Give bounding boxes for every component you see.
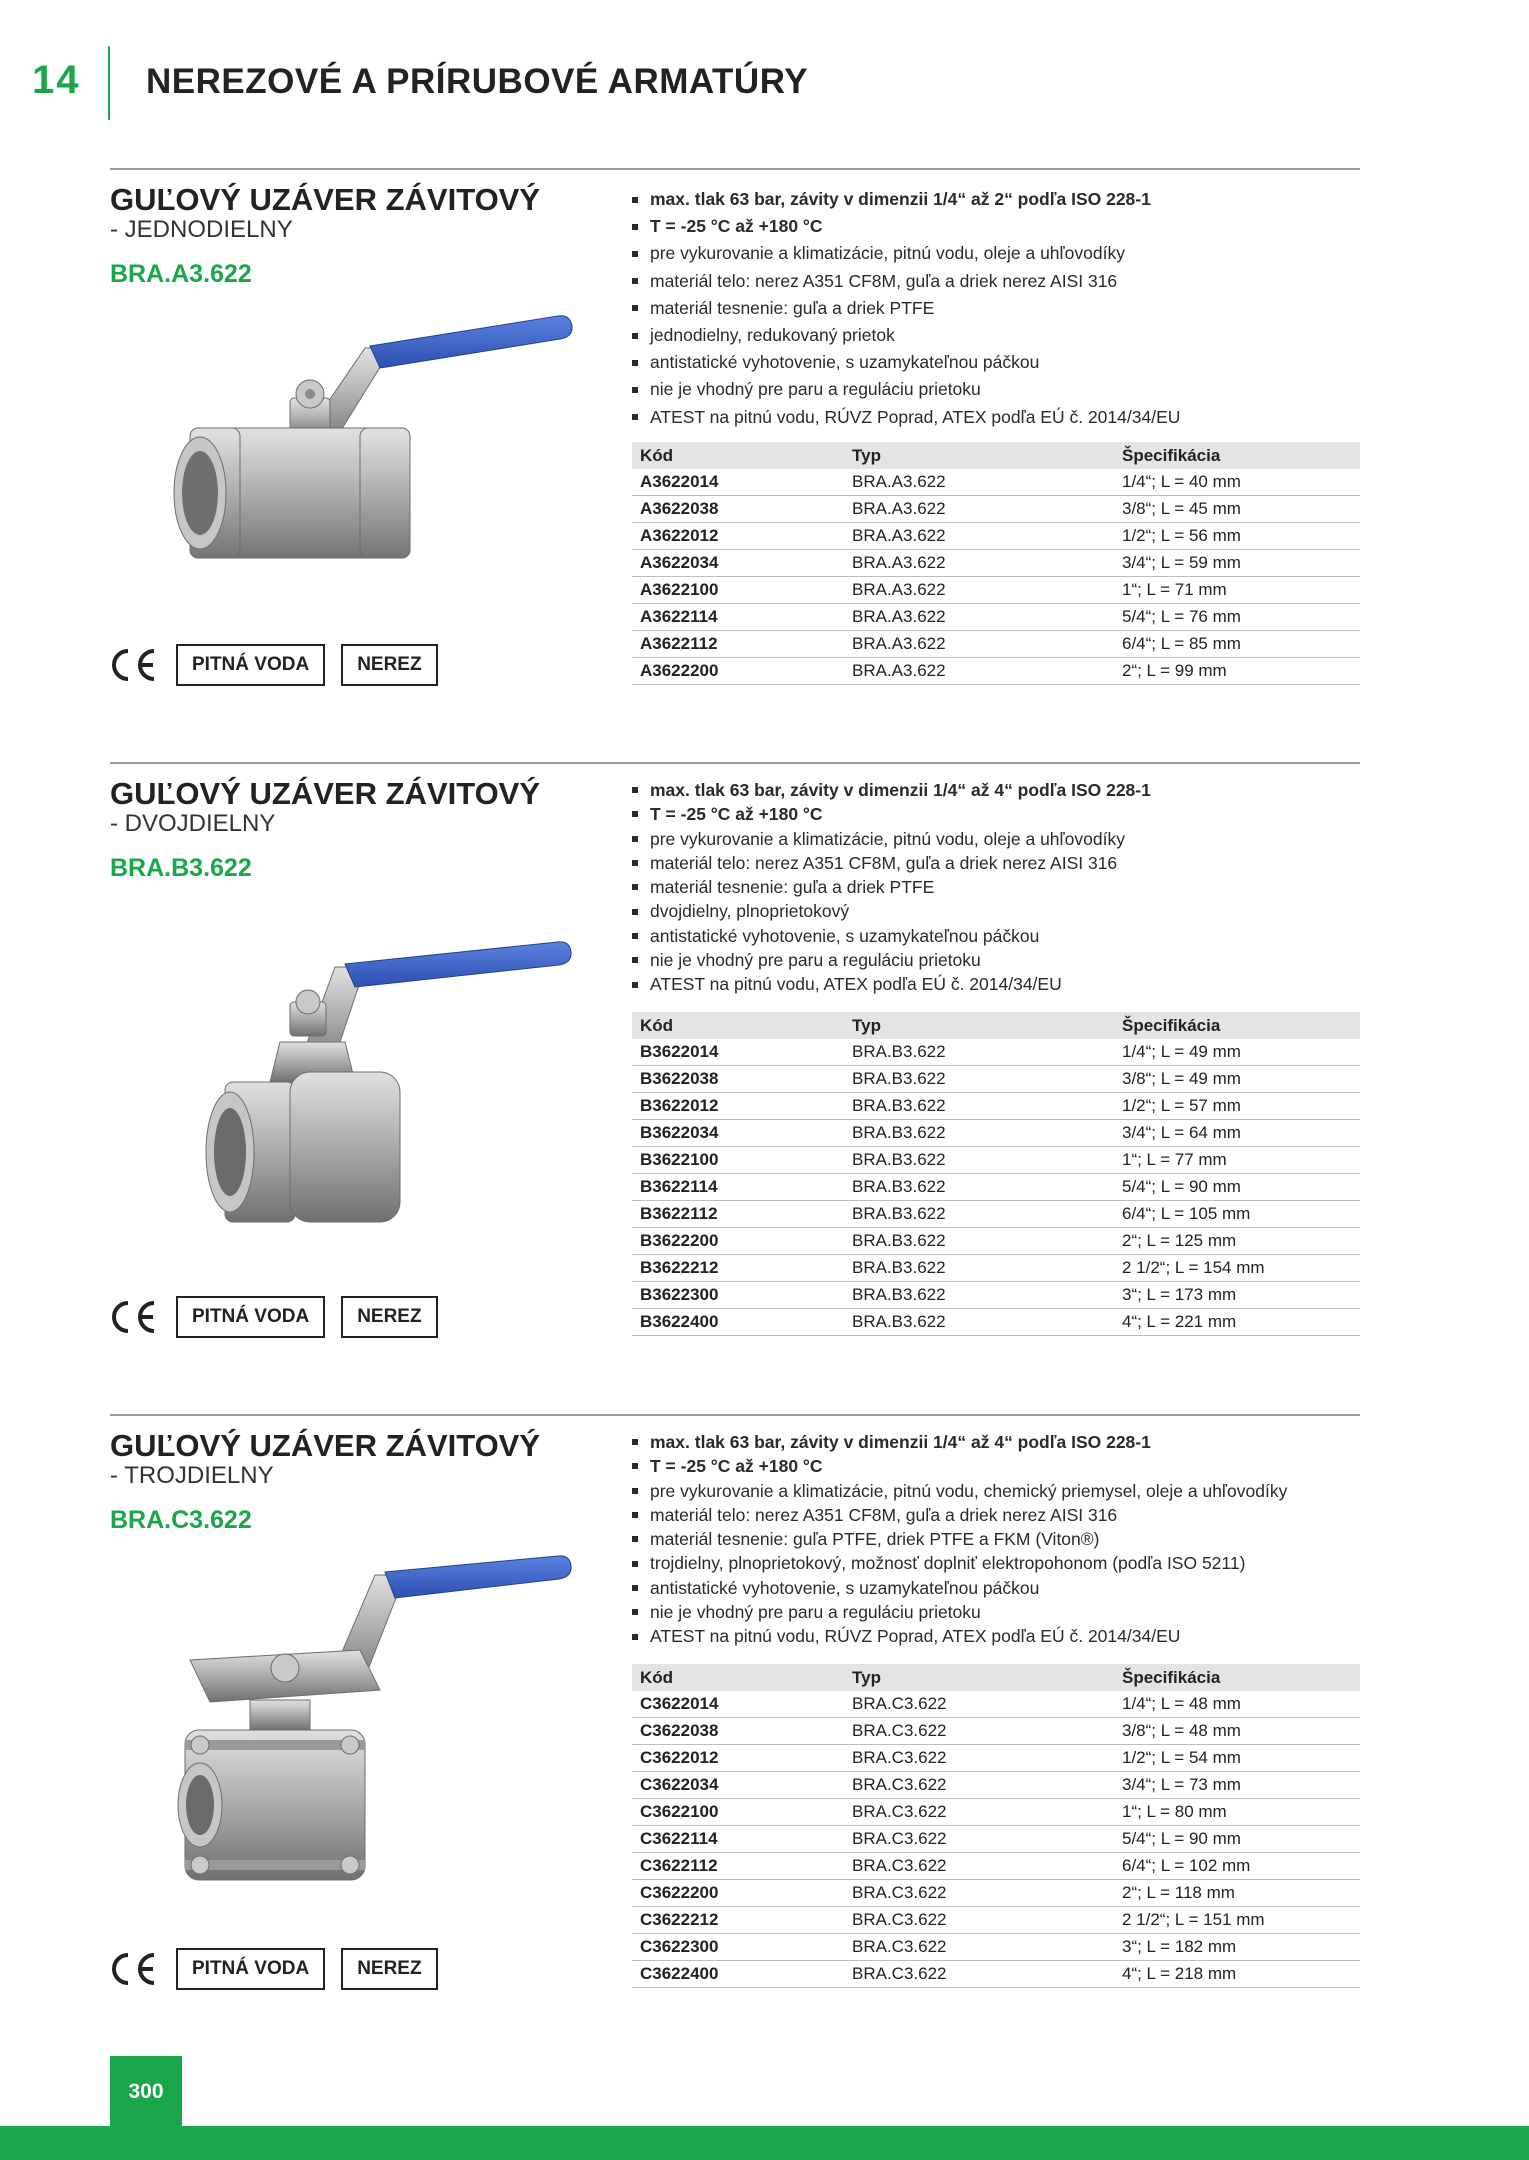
ball-valve-three-piece-image: [130, 1550, 590, 1920]
cell-type: BRA.B3.622: [844, 1201, 1114, 1228]
footer-bar: [0, 2126, 1529, 2160]
cell-code: C3622400: [632, 1961, 844, 1988]
product-code: BRA.C3.622: [110, 1506, 252, 1534]
column-header-spec: Špecifikácia: [1114, 1012, 1360, 1039]
cell-type: BRA.A3.622: [844, 604, 1114, 631]
cell-spec: 3“; L = 182 mm: [1114, 1934, 1360, 1961]
cell-type: BRA.C3.622: [844, 1961, 1114, 1988]
cell-spec: 3/8“; L = 45 mm: [1114, 496, 1360, 523]
cell-spec: 5/4“; L = 76 mm: [1114, 604, 1360, 631]
cell-code: B3622400: [632, 1309, 844, 1336]
feature-item: materiál tesnenie: guľa PTFE, driek PTFE a FKM (Viton®): [632, 1527, 1287, 1551]
cell-code: B3622012: [632, 1093, 844, 1120]
feature-item: jednodielny, redukovaný prietok: [632, 322, 1180, 349]
table-row: [632, 1745, 1360, 1772]
feature-item: antistatické vyhotovenie, s uzamykateľnou páčkou: [632, 924, 1151, 948]
table-row: [632, 1309, 1360, 1336]
cell-code: B3622034: [632, 1120, 844, 1147]
table-row: [632, 1120, 1360, 1147]
cell-code: C3622114: [632, 1826, 844, 1853]
column-header-type: Typ: [844, 442, 1114, 469]
cell-spec: 2 1/2“; L = 151 mm: [1114, 1907, 1360, 1934]
feature-item: ATEST na pitnú vodu, RÚVZ Poprad, ATEX podľa EÚ č. 2014/34/EU: [632, 1624, 1287, 1648]
badge-nerez: NEREZ: [341, 1296, 437, 1338]
cell-type: BRA.B3.622: [844, 1228, 1114, 1255]
cell-code: C3622014: [632, 1691, 844, 1718]
feature-item: materiál telo: nerez A351 CF8M, guľa a driek nerez AISI 316: [632, 851, 1151, 875]
table-row: [632, 1907, 1360, 1934]
feature-item: materiál tesnenie: guľa a driek PTFE: [632, 295, 1180, 322]
column-header-spec: Špecifikácia: [1114, 1664, 1360, 1691]
feature-item: max. tlak 63 bar, závity v dimenzii 1/4“ až 4“ podľa ISO 228-1: [632, 778, 1151, 802]
product-subtitle: - TROJDIELNY: [110, 1462, 274, 1489]
table-row: [632, 1718, 1360, 1745]
feature-item: nie je vhodný pre paru a reguláciu prietoku: [632, 376, 1180, 403]
cell-spec: 1“; L = 77 mm: [1114, 1147, 1360, 1174]
cell-spec: 1“; L = 71 mm: [1114, 577, 1360, 604]
cell-code: C3622038: [632, 1718, 844, 1745]
cell-type: BRA.C3.622: [844, 1826, 1114, 1853]
feature-item: trojdielny, plnoprietokový, možnosť doplniť elektropohonom (podľa ISO 5211): [632, 1551, 1287, 1575]
column-header-type: Typ: [844, 1012, 1114, 1039]
cell-spec: 1“; L = 80 mm: [1114, 1799, 1360, 1826]
table-row: [632, 1282, 1360, 1309]
page-number: 300: [110, 2056, 182, 2128]
table-row: [632, 1255, 1360, 1282]
table-row: [632, 1201, 1360, 1228]
cell-code: C3622200: [632, 1880, 844, 1907]
spec-table: [632, 1012, 1360, 1336]
cell-type: BRA.C3.622: [844, 1772, 1114, 1799]
cell-spec: 1/4“; L = 40 mm: [1114, 469, 1360, 496]
cell-spec: 3/4“; L = 64 mm: [1114, 1120, 1360, 1147]
table-row: [632, 1174, 1360, 1201]
cell-code: B3622014: [632, 1039, 844, 1066]
cell-type: BRA.B3.622: [844, 1174, 1114, 1201]
table-row: [632, 1691, 1360, 1718]
cell-spec: 2 1/2“; L = 154 mm: [1114, 1255, 1360, 1282]
cell-spec: 5/4“; L = 90 mm: [1114, 1174, 1360, 1201]
cell-code: B3622300: [632, 1282, 844, 1309]
cell-code: B3622038: [632, 1066, 844, 1093]
feature-item: dvojdielny, plnoprietokový: [632, 899, 1151, 923]
ball-valve-two-piece-image: [130, 932, 590, 1242]
cell-code: C3622012: [632, 1745, 844, 1772]
column-header-type: Typ: [844, 1664, 1114, 1691]
cell-code: A3622012: [632, 523, 844, 550]
cell-code: C3622112: [632, 1853, 844, 1880]
product-section-trojdielny: [110, 1414, 1360, 2014]
feature-item: materiál telo: nerez A351 CF8M, guľa a driek nerez AISI 316: [632, 268, 1180, 295]
cell-spec: 4“; L = 218 mm: [1114, 1961, 1360, 1988]
cell-type: BRA.B3.622: [844, 1093, 1114, 1120]
feature-item: materiál tesnenie: guľa a driek PTFE: [632, 875, 1151, 899]
table-header-row: [632, 1012, 1360, 1039]
table-row: [632, 631, 1360, 658]
table-row: [632, 658, 1360, 685]
badge-pitna-voda: PITNÁ VODA: [176, 1296, 325, 1338]
cell-type: BRA.C3.622: [844, 1745, 1114, 1772]
feature-item: T = -25 °C až +180 °C: [632, 802, 1151, 826]
product-section-jednodielny: [110, 168, 1360, 728]
table-row: [632, 577, 1360, 604]
table-row: [632, 1228, 1360, 1255]
cell-type: BRA.B3.622: [844, 1066, 1114, 1093]
cell-type: BRA.C3.622: [844, 1934, 1114, 1961]
cell-spec: 1/2“; L = 56 mm: [1114, 523, 1360, 550]
feature-item: pre vykurovanie a klimatizácie, pitnú vodu, oleje a uhľovodíky: [632, 240, 1180, 267]
certifications: [110, 1946, 438, 1992]
table-row: [632, 1093, 1360, 1120]
ball-valve-one-piece-image: [130, 288, 590, 588]
cell-type: BRA.B3.622: [844, 1309, 1114, 1336]
feature-list: [632, 778, 1151, 997]
cell-spec: 5/4“; L = 90 mm: [1114, 1826, 1360, 1853]
cell-type: BRA.A3.622: [844, 631, 1114, 658]
feature-item: max. tlak 63 bar, závity v dimenzii 1/4“ až 4“ podľa ISO 228-1: [632, 1430, 1287, 1454]
spec-table: [632, 442, 1360, 685]
section-divider: [110, 168, 1360, 170]
cell-type: BRA.C3.622: [844, 1718, 1114, 1745]
column-header-code: Kód: [632, 1012, 844, 1039]
column-header-code: Kód: [632, 1664, 844, 1691]
cell-spec: 6/4“; L = 105 mm: [1114, 1201, 1360, 1228]
cell-code: B3622100: [632, 1147, 844, 1174]
column-header-code: Kód: [632, 442, 844, 469]
ce-mark-icon: [110, 1299, 160, 1335]
product-section-dvojdielny: [110, 762, 1360, 1362]
certifications: [110, 642, 438, 688]
feature-item: pre vykurovanie a klimatizácie, pitnú vodu, chemický priemysel, oleje a uhľovodíky: [632, 1479, 1287, 1503]
table-row: [632, 1934, 1360, 1961]
table-row: [632, 1880, 1360, 1907]
table-row: [632, 1039, 1360, 1066]
table-row: [632, 1066, 1360, 1093]
cell-code: C3622100: [632, 1799, 844, 1826]
cell-spec: 3/8“; L = 49 mm: [1114, 1066, 1360, 1093]
cell-type: BRA.A3.622: [844, 577, 1114, 604]
page-title: NEREZOVÉ A PRÍRUBOVÉ ARMATÚRY: [146, 62, 809, 101]
table-row: [632, 1799, 1360, 1826]
column-header-spec: Špecifikácia: [1114, 442, 1360, 469]
product-code: BRA.B3.622: [110, 854, 252, 882]
cell-code: A3622038: [632, 496, 844, 523]
feature-item: materiál telo: nerez A351 CF8M, guľa a driek nerez AISI 316: [632, 1503, 1287, 1527]
table-row: [632, 523, 1360, 550]
feature-item: nie je vhodný pre paru a reguláciu prietoku: [632, 1600, 1287, 1624]
chapter-number: 14: [32, 58, 81, 102]
table-row: [632, 1961, 1360, 1988]
table-row: [632, 1826, 1360, 1853]
section-divider: [110, 1414, 1360, 1416]
badge-nerez: NEREZ: [341, 1948, 437, 1990]
cell-type: BRA.B3.622: [844, 1039, 1114, 1066]
table-row: [632, 1853, 1360, 1880]
cell-type: BRA.B3.622: [844, 1120, 1114, 1147]
cell-spec: 2“; L = 99 mm: [1114, 658, 1360, 685]
product-subtitle: - DVOJDIELNY: [110, 810, 276, 837]
chapter-divider: [108, 46, 110, 120]
table-header-row: [632, 442, 1360, 469]
table-row: [632, 550, 1360, 577]
cell-spec: 1/4“; L = 49 mm: [1114, 1039, 1360, 1066]
section-divider: [110, 762, 1360, 764]
cell-spec: 4“; L = 221 mm: [1114, 1309, 1360, 1336]
cell-code: C3622212: [632, 1907, 844, 1934]
table-header-row: [632, 1664, 1360, 1691]
table-row: [632, 604, 1360, 631]
feature-item: max. tlak 63 bar, závity v dimenzii 1/4“ až 2“ podľa ISO 228-1: [632, 186, 1180, 213]
cell-spec: 2“; L = 118 mm: [1114, 1880, 1360, 1907]
cell-type: BRA.A3.622: [844, 496, 1114, 523]
cell-code: A3622100: [632, 577, 844, 604]
cell-type: BRA.B3.622: [844, 1282, 1114, 1309]
feature-item: nie je vhodný pre paru a reguláciu prietoku: [632, 948, 1151, 972]
badge-nerez: NEREZ: [341, 644, 437, 686]
cell-type: BRA.B3.622: [844, 1255, 1114, 1282]
cell-spec: 3/4“; L = 59 mm: [1114, 550, 1360, 577]
product-title: GUĽOVÝ UZÁVER ZÁVITOVÝ: [110, 182, 541, 217]
feature-item: ATEST na pitnú vodu, RÚVZ Poprad, ATEX podľa EÚ č. 2014/34/EU: [632, 404, 1180, 431]
feature-item: ATEST na pitnú vodu, ATEX podľa EÚ č. 2014/34/EU: [632, 972, 1151, 996]
cell-type: BRA.A3.622: [844, 550, 1114, 577]
feature-list: [632, 186, 1180, 431]
table-row: [632, 1147, 1360, 1174]
cell-type: BRA.A3.622: [844, 658, 1114, 685]
product-title: GUĽOVÝ UZÁVER ZÁVITOVÝ: [110, 1428, 541, 1463]
product-subtitle: - JEDNODIELNY: [110, 216, 293, 243]
cell-type: BRA.C3.622: [844, 1853, 1114, 1880]
certifications: [110, 1294, 438, 1340]
feature-item: T = -25 °C až +180 °C: [632, 213, 1180, 240]
feature-item: antistatické vyhotovenie, s uzamykateľnou páčkou: [632, 349, 1180, 376]
product-title: GUĽOVÝ UZÁVER ZÁVITOVÝ: [110, 776, 541, 811]
feature-item: pre vykurovanie a klimatizácie, pitnú vodu, oleje a uhľovodíky: [632, 827, 1151, 851]
cell-code: C3622300: [632, 1934, 844, 1961]
cell-spec: 6/4“; L = 85 mm: [1114, 631, 1360, 658]
cell-code: C3622034: [632, 1772, 844, 1799]
ce-mark-icon: [110, 647, 160, 683]
spec-table: [632, 1664, 1360, 1988]
badge-pitna-voda: PITNÁ VODA: [176, 644, 325, 686]
feature-list: [632, 1430, 1287, 1649]
table-row: [632, 469, 1360, 496]
cell-spec: 6/4“; L = 102 mm: [1114, 1853, 1360, 1880]
cell-code: B3622212: [632, 1255, 844, 1282]
feature-item: antistatické vyhotovenie, s uzamykateľnou páčkou: [632, 1576, 1287, 1600]
cell-code: B3622112: [632, 1201, 844, 1228]
cell-code: A3622112: [632, 631, 844, 658]
cell-spec: 3/8“; L = 48 mm: [1114, 1718, 1360, 1745]
badge-pitna-voda: PITNÁ VODA: [176, 1948, 325, 1990]
cell-type: BRA.C3.622: [844, 1907, 1114, 1934]
cell-spec: 3/4“; L = 73 mm: [1114, 1772, 1360, 1799]
cell-type: BRA.C3.622: [844, 1880, 1114, 1907]
table-row: [632, 1772, 1360, 1799]
cell-code: A3622014: [632, 469, 844, 496]
table-row: [632, 496, 1360, 523]
cell-spec: 1/2“; L = 57 mm: [1114, 1093, 1360, 1120]
product-code: BRA.A3.622: [110, 260, 252, 288]
cell-spec: 1/2“; L = 54 mm: [1114, 1745, 1360, 1772]
cell-type: BRA.C3.622: [844, 1799, 1114, 1826]
cell-code: B3622200: [632, 1228, 844, 1255]
cell-type: BRA.A3.622: [844, 523, 1114, 550]
cell-spec: 3“; L = 173 mm: [1114, 1282, 1360, 1309]
cell-spec: 2“; L = 125 mm: [1114, 1228, 1360, 1255]
cell-code: B3622114: [632, 1174, 844, 1201]
ce-mark-icon: [110, 1951, 160, 1987]
cell-code: A3622200: [632, 658, 844, 685]
feature-item: T = -25 °C až +180 °C: [632, 1454, 1287, 1478]
cell-spec: 1/4“; L = 48 mm: [1114, 1691, 1360, 1718]
cell-type: BRA.C3.622: [844, 1691, 1114, 1718]
cell-type: BRA.A3.622: [844, 469, 1114, 496]
cell-code: A3622114: [632, 604, 844, 631]
cell-code: A3622034: [632, 550, 844, 577]
cell-type: BRA.B3.622: [844, 1147, 1114, 1174]
